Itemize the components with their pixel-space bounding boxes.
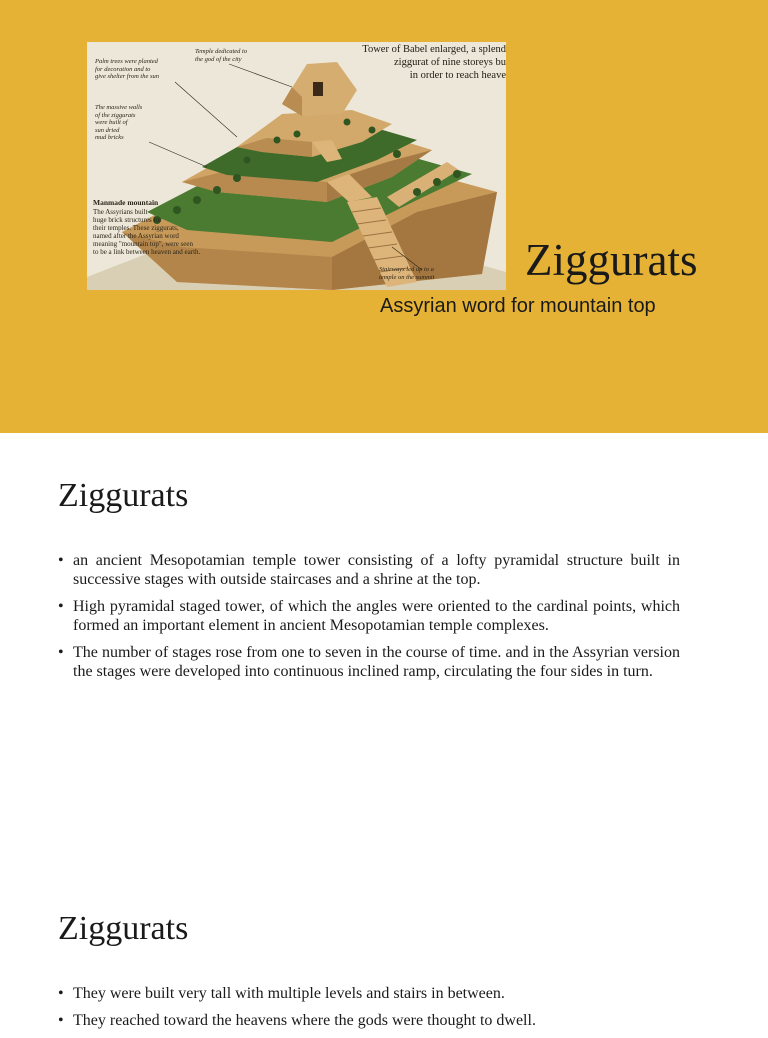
manmade-mountain-caption <box>93 208 200 256</box>
header-caption-line: in order to reach heave <box>409 70 506 81</box>
caption-line: mud bricks <box>95 134 124 141</box>
caption-line: of the ziggurats <box>95 111 136 119</box>
title-slide <box>0 0 768 433</box>
caption-line: The Assyrians built <box>93 208 148 216</box>
caption-line: were built of <box>95 119 128 126</box>
caption-line: Stairways led up to a <box>379 266 434 273</box>
caption-line: sun dried <box>95 126 120 134</box>
slide-2-title: Ziggurats <box>58 477 189 514</box>
bullet-item: • They reached toward the heavens where the gods were thought to dwell. <box>58 1011 680 1030</box>
bullet-item: • The number of stages rose from one to seven in the course of time. and in the Assyrian version the stages were developed into continuous inclined ramp, circulating the four sides in turn. <box>58 643 680 681</box>
bullet-item: • High pyramidal staged tower, of which the angles were oriented to the cardinal points, which formed an important element in ancient Mesopotamian temple complexes. <box>58 597 680 635</box>
caption-line: named after the Assyrian word <box>93 232 179 240</box>
slide-2-bullet-list <box>58 551 680 689</box>
slide-3-bullet-list <box>58 984 680 1038</box>
slide-subtitle: Assyrian word for mountain top <box>380 295 656 317</box>
bullet-item: • They were built very tall with multiple levels and stairs in between. <box>58 984 680 1003</box>
caption-line: their temples. These ziggurats, <box>93 224 179 232</box>
ziggurat-illustration <box>87 42 506 290</box>
slide-title: Ziggurats <box>525 235 698 285</box>
header-caption-line: Tower of Babel enlarged, a splend <box>362 44 506 55</box>
caption-line: to be a link between heaven and earth. <box>93 248 201 256</box>
caption-line: the god of the city <box>195 55 242 63</box>
bullet-item: • an ancient Mesopotamian temple tower consisting of a lofty pyramidal structure built in successive stages with outside staircases and a shrine at the top. <box>58 551 680 589</box>
manmade-mountain-heading: Manmade mountain <box>93 198 159 207</box>
stairways-caption <box>379 266 434 281</box>
caption-line: give shelter from the sun <box>95 73 160 80</box>
temple-caption <box>195 48 247 63</box>
slide-3-title: Ziggurats <box>58 910 189 947</box>
caption-line: The massive walls <box>95 104 143 111</box>
caption-line: huge brick structures for <box>93 216 162 224</box>
caption-line: for decoration and to <box>95 65 151 73</box>
massive-walls-caption <box>95 104 142 142</box>
palm-trees-caption <box>95 58 159 81</box>
caption-line: Palm trees were planted <box>95 58 158 65</box>
header-caption-line: ziggurat of nine storeys bu <box>394 57 506 68</box>
caption-line: meaning "mountain top", were seen <box>93 240 193 248</box>
caption-line: Temple dedicated to <box>195 48 248 55</box>
illustration-header-caption <box>326 43 506 82</box>
caption-line: temple on the summit <box>379 273 435 281</box>
